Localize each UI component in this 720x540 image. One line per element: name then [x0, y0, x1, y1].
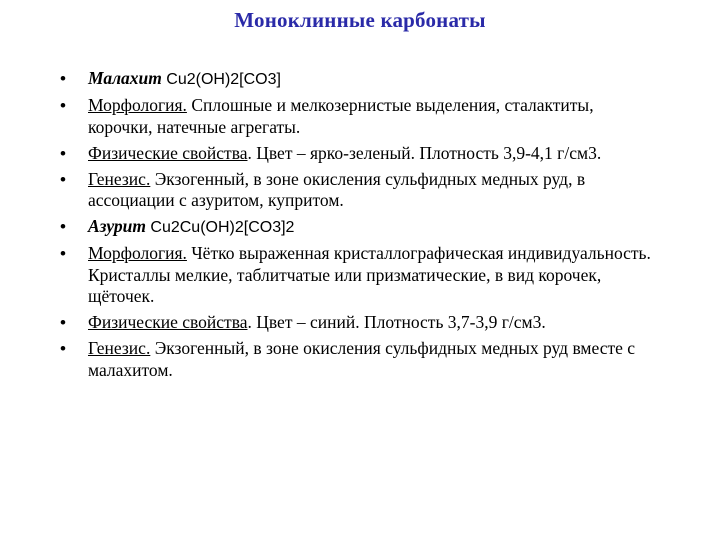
property-term: Физические свойства — [88, 142, 248, 163]
property-term: Генезис. — [88, 338, 151, 358]
mineral-name: Малахит — [88, 68, 162, 88]
mineral-formula — [166, 71, 281, 88]
property-term: Морфология. — [88, 243, 187, 263]
bullet-icon: • — [60, 143, 66, 163]
property-text: . Цвет – синий. Плотность 3,7-3,9 г/см3. — [247, 312, 546, 332]
mineral-formula — [150, 219, 294, 236]
list-item-morphology — [60, 243, 660, 308]
slide-title: Моноклинные карбонаты — [234, 8, 486, 32]
property-term: Морфология. — [88, 95, 187, 115]
property-text: Чётко выраженная кристаллографическая индивидуальность. Кристаллы мелкие, таблитчатые или призматические, в вид корочек, щёточек. — [88, 243, 651, 306]
formula-text: Cu2(OH)2[CO3] — [166, 71, 281, 88]
list-item-physical-properties — [60, 143, 660, 165]
formula-text: Cu2Cu(OH)2[CO3]2 — [150, 219, 295, 236]
property-term: Физические свойства — [88, 312, 248, 332]
bullet-icon: • — [60, 96, 66, 115]
bullet-icon: • — [60, 244, 66, 263]
property-text: . Цвет – ярко-зеленый. Плотность 3,9-4,1 г/см3. — [247, 142, 602, 163]
bullet-list — [60, 68, 660, 386]
bullet-icon: • — [60, 69, 66, 88]
mineral-name: Азурит — [88, 216, 147, 236]
list-item-morphology — [60, 95, 660, 138]
property-text: Сплошные и мелкозернистые выделения, сталактиты, корочки, натечные агрегаты. — [88, 95, 594, 137]
list-item-azurite — [60, 216, 660, 239]
property-text: Экзогенный, в зоне окисления сульфидных медных руд вместе с малахитом. — [88, 338, 636, 380]
property-term: Генезис. — [88, 168, 151, 189]
list-item-malachite — [60, 68, 660, 91]
list-item-genesis — [60, 338, 660, 381]
property-text: Экзогенный, в зоне окисления сульфидных медных руд, в ассоциации с азуритом, купритом. — [88, 168, 586, 210]
bullet-icon: • — [60, 313, 66, 332]
list-item-physical-properties — [60, 312, 660, 334]
bullet-icon: • — [60, 339, 66, 358]
bullet-icon: • — [60, 169, 66, 189]
bullet-icon: • — [60, 217, 66, 236]
list-item-genesis — [60, 169, 660, 212]
